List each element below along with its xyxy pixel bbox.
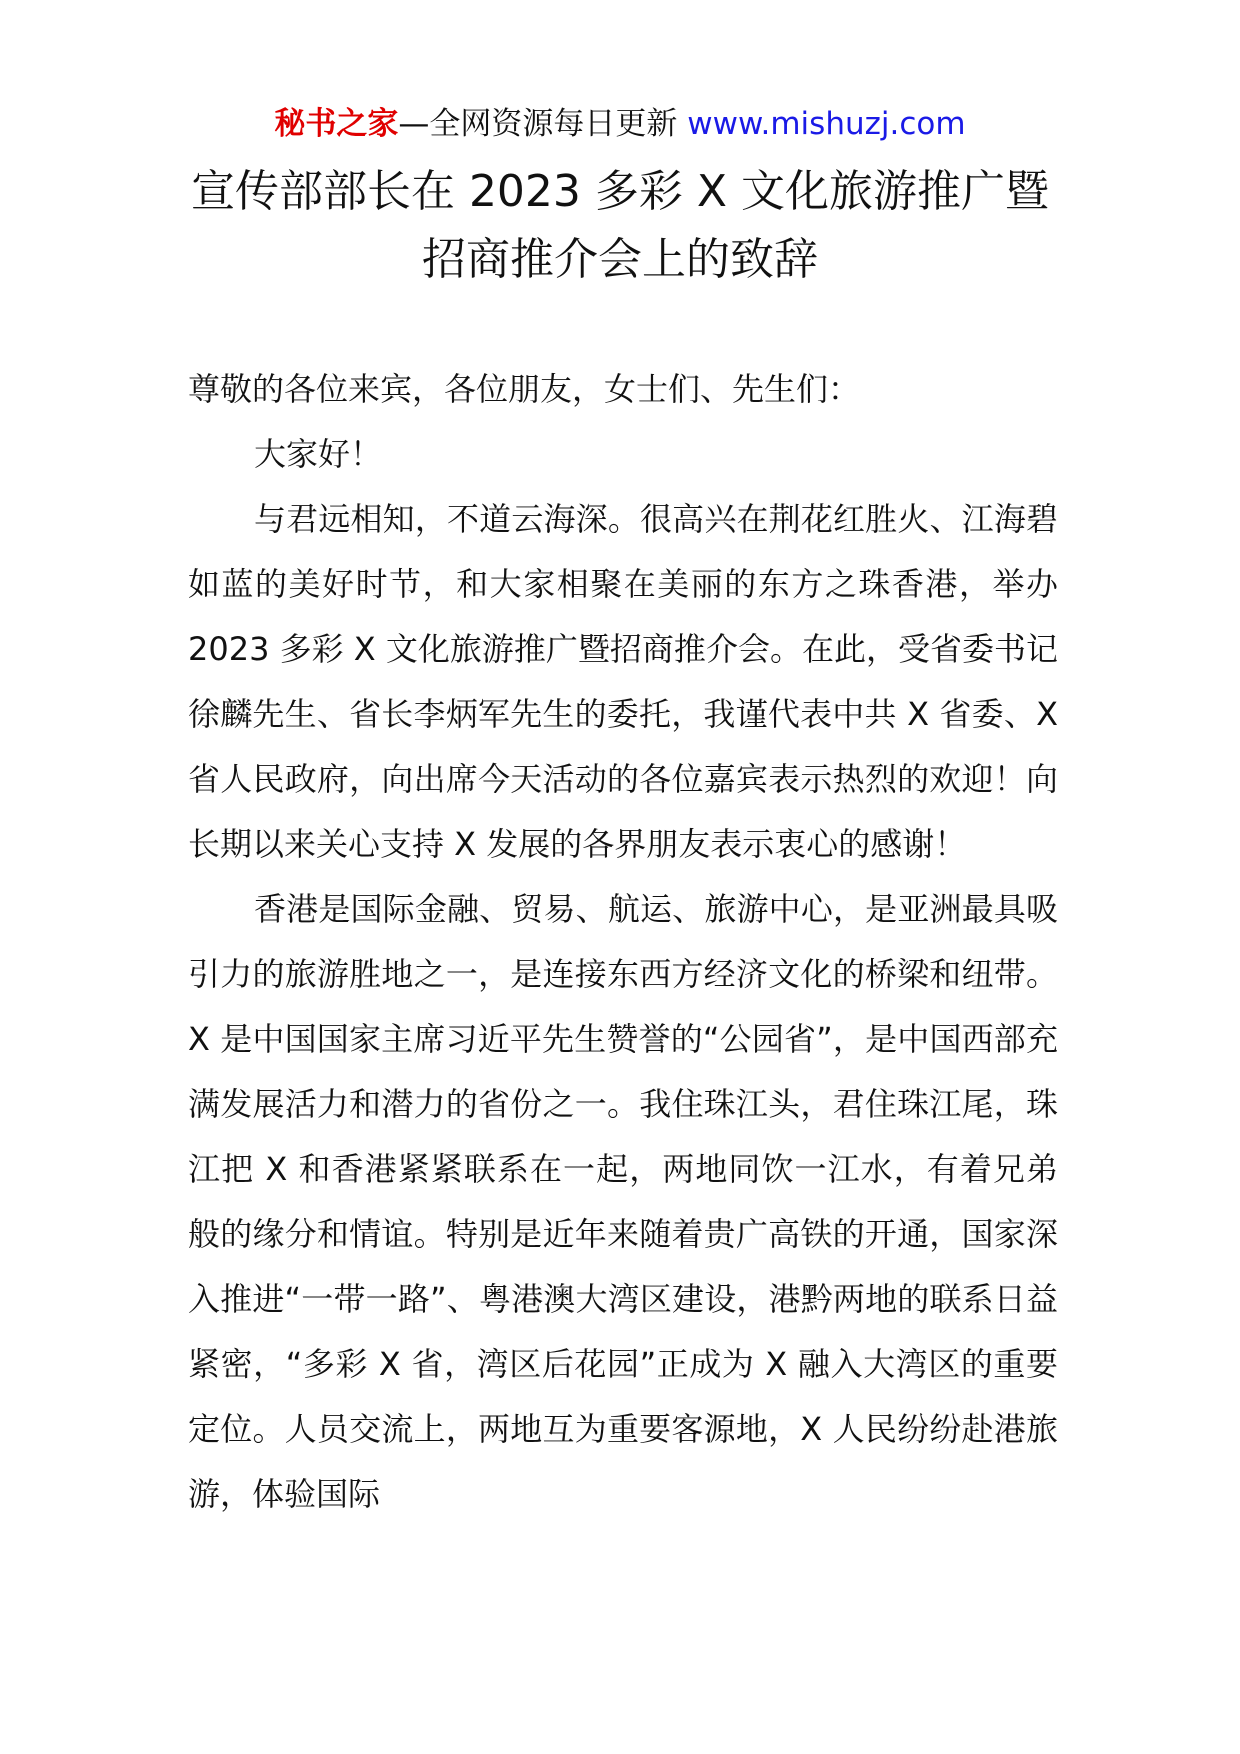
document-title-line-2: 招商推介会上的致辞: [422, 234, 818, 285]
site-header: [0, 100, 1240, 148]
document-title-line-1: 宣传部部长在 2023 多彩 X 文化旅游推广暨: [190, 166, 1050, 217]
document-body: [188, 357, 1058, 1527]
site-brand: 秘书之家: [274, 106, 399, 142]
site-tagline: —全网资源每日更新: [398, 106, 678, 142]
site-url-link[interactable]: www.mishuzj.com: [687, 106, 966, 142]
salutation-paragraph: 尊敬的各位来宾，各位朋友，女士们、先生们：: [188, 370, 861, 408]
body-paragraph-1: 与君远相知，不道云海深。很高兴在荆花红胜火、江海碧如蓝的美好时节，和大家相聚在美丽的东方之珠香港，举办 2023 多彩 X 文化旅游推广暨招商推介会。在此，受省委书记徐麟先生、省长李炳军先生的委托，我谨代表中共 X 省委、X 省人民政府，向出席今天活动的各位嘉宾表示热烈的欢迎！向长期以来关心支持 X 发展的各界朋友表示衷心的感谢！: [188, 500, 1058, 863]
greeting-paragraph: 大家好！: [254, 435, 383, 473]
body-paragraph-2: 香港是国际金融、贸易、航运、旅游中心，是亚洲最具吸引力的旅游胜地之一，是连接东西方经济文化的桥梁和纽带。X 是中国国家主席习近平先生赞誉的“公园省”，是中国西部充满发展活力和潜力的省份之一。我住珠江头，君住珠江尾，珠江把 X 和香港紧紧联系在一起，两地同饮一江水，有着兄弟般的缘分和情谊。特别是近年来随着贵广高铁的开通，国家深入推进“一带一路”、粤港澳大湾区建设，港黔两地的联系日益紧密，“多彩 X 省，湾区后花园”正成为 X 融入大湾区的重要定位。人员交流上，两地互为重要客源地，X 人民纷纷赴港旅游，体验国际: [188, 890, 1058, 1513]
document-title: [120, 158, 1120, 294]
